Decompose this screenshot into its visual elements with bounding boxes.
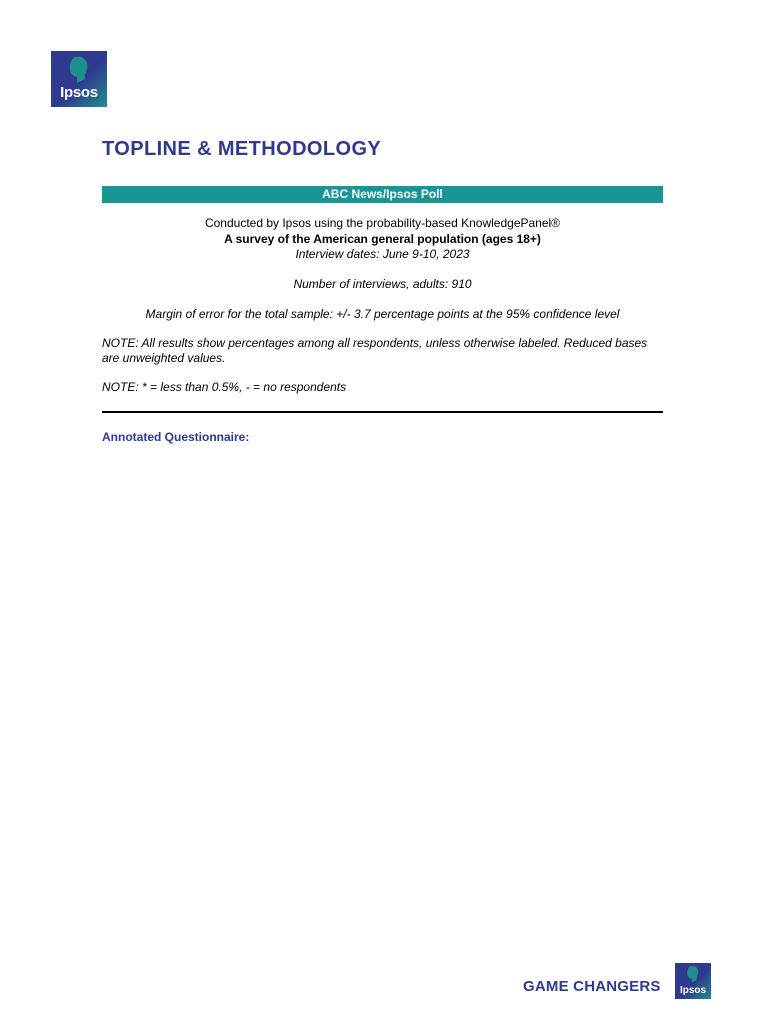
interview-dates: Interview dates: June 9-10, 2023 [295,247,470,261]
page-title: TOPLINE & METHODOLOGY [102,138,382,160]
conducted-by-line: Conducted by Ipsos using the probability-based KnowledgePanel® [204,216,561,230]
ipsos-head-icon [684,965,702,985]
survey-description: A survey of the American general population (ages 18+) [224,232,541,246]
ipsos-logo-text: Ipsos [60,84,98,101]
ipsos-footer-logo-text: Ipsos [679,985,707,996]
note-results: NOTE: All results show percentages among all respondents, unless otherwise labeled. Reduced bases are unweighted values. [102,336,648,365]
annotated-questionnaire-heading: Annotated Questionnaire: [102,430,250,444]
note-symbols: NOTE: * = less than 0.5%, - = no respondents [102,380,347,394]
margin-of-error: Margin of error for the total sample: +/- 3.7 percentage points at the 95% confidence level [145,307,620,321]
poll-banner: ABC News/Ipsos Poll [102,186,663,203]
ipsos-head-icon [65,55,93,87]
number-of-interviews: Number of interviews, adults: 910 [293,277,472,291]
ipsos-footer-logo [675,963,711,999]
ipsos-logo [51,51,107,107]
section-divider [102,411,663,413]
game-changers-tagline: GAME CHANGERS [523,978,661,995]
